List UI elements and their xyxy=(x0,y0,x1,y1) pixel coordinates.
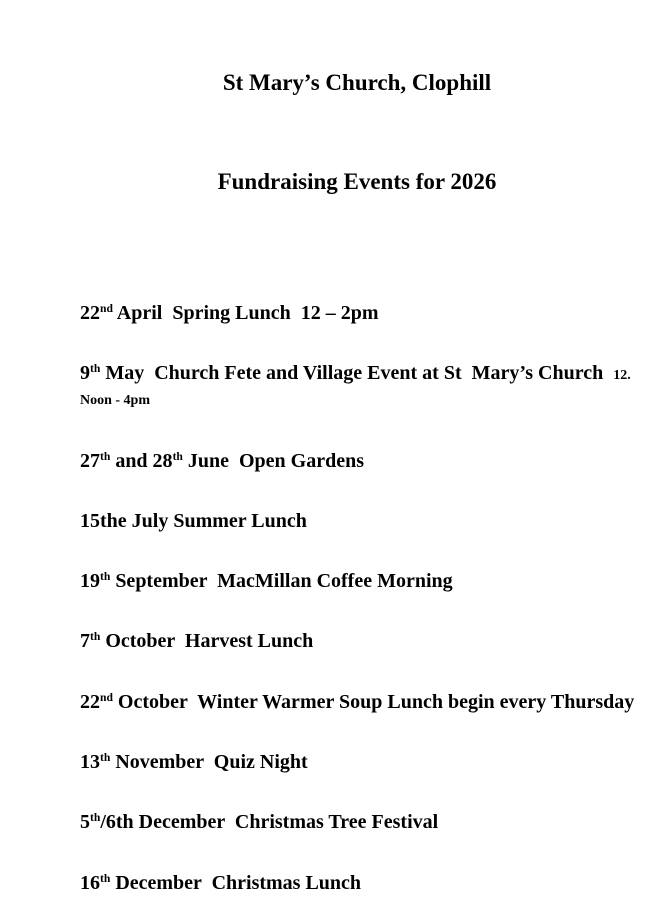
event-text-segment: June Open Gardens xyxy=(182,449,365,472)
event-text-segment: th xyxy=(90,630,101,644)
event-text-segment: September MacMillan Coffee Morning xyxy=(110,570,453,593)
document-header xyxy=(68,0,646,264)
event-text-segment: th xyxy=(100,751,111,765)
event-line xyxy=(80,302,646,325)
event-text-segment: 9 xyxy=(80,362,90,385)
event-text-segment: November Quiz Night xyxy=(110,751,308,774)
event-line xyxy=(80,872,646,895)
event-text-segment: December Christmas Lunch xyxy=(110,871,362,894)
event-text-segment: 13 xyxy=(80,751,100,774)
event-text-segment: 19 xyxy=(80,570,100,593)
event-text-segment: April Spring Lunch 12 – 2pm xyxy=(112,302,379,324)
event-line xyxy=(80,630,646,653)
event-text-segment: May Church Fete and Village Event at St Mary’s Church xyxy=(100,362,614,385)
event-text-segment: /6th December Christmas Tree Festival xyxy=(100,811,439,834)
event-line xyxy=(80,362,646,412)
event-text-segment: October Harvest Lunch xyxy=(100,630,314,653)
event-text-segment: 12. Noon - 4pm xyxy=(80,368,635,409)
event-text-segment: nd xyxy=(100,690,113,704)
event-text-segment: th xyxy=(172,449,183,463)
event-line xyxy=(80,811,646,834)
event-line xyxy=(80,751,646,774)
event-text-segment: 27 xyxy=(80,449,100,472)
events-list xyxy=(80,302,646,895)
event-text-segment: th xyxy=(100,871,111,885)
event-text-segment: th xyxy=(90,811,101,825)
event-text-segment: and 28 xyxy=(110,449,173,472)
event-text-segment: October Winter Warmer Soup Lunch begin every Thursday xyxy=(112,690,635,713)
event-text-segment: nd xyxy=(100,302,113,315)
event-text-segment: 16 xyxy=(80,871,100,894)
event-text-segment: 7 xyxy=(80,630,90,653)
event-text-segment: th xyxy=(100,449,111,463)
event-text-segment: th xyxy=(90,362,101,376)
event-text-segment: 22 xyxy=(80,302,100,324)
document-subtitle: Fundraising Events for 2026 xyxy=(217,169,497,194)
event-text-segment: 22 xyxy=(80,690,100,713)
document-title: St Mary’s Church, Clophill xyxy=(222,70,492,95)
event-text-segment: th xyxy=(100,570,111,584)
event-text-segment: 5 xyxy=(80,811,90,834)
event-text-segment: 15the July Summer Lunch xyxy=(80,509,307,532)
event-line xyxy=(80,510,646,533)
event-line xyxy=(80,570,646,593)
event-line xyxy=(80,691,646,714)
event-line xyxy=(80,450,646,473)
